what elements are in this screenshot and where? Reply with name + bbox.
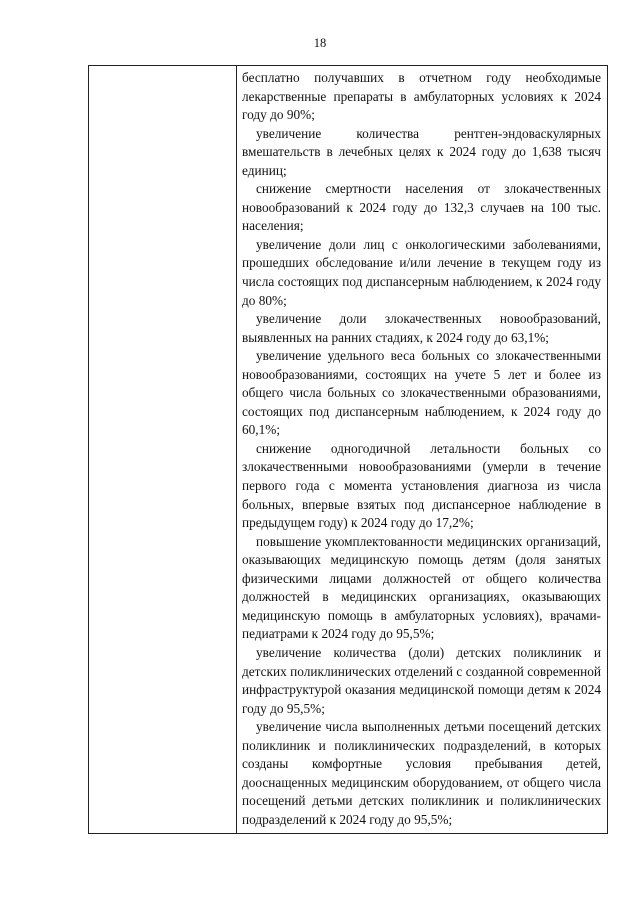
table-left-cell xyxy=(89,66,237,833)
document-table xyxy=(88,65,608,834)
table-right-cell xyxy=(237,66,607,833)
table-paragraph: снижение одногодичной летальности больных со злокачественными новообразованиями (умерли в течение первого года с момента установления диагноза из числа больных, впервые взятых под диспансерное наблюдение в предыдущем году) к 2024 году до 17,2%; xyxy=(242,440,601,531)
table-paragraph: снижение смертности населения от злокачественных новообразований к 2024 году до 132,3 случаев на 100 тыс. населения; xyxy=(242,181,601,234)
table-paragraph: бесплатно получавших в отчетном году необходимые лекарственные препараты в амбулаторных условиях к 2024 году до 90%; xyxy=(242,70,601,123)
table-paragraph: увеличение доли злокачественных новообразований, выявленных на ранних стадиях, к 2024 году до 63,1%; xyxy=(242,311,601,345)
table-paragraph: увеличение количества (доли) детских поликлиник и детских поликлинических отделений с созданной современной инфраструктурой оказания медицинской помощи детям к 2024 году до 95,5%; xyxy=(242,644,601,716)
page-number: 18 xyxy=(313,36,327,50)
table-paragraph: увеличение числа выполненных детьми посещений детских поликлиник и поликлинических подразделений, в которых созданы комфортные условия пребывания детей, дооснащенных медицинским оборудованием, от общего числа посещений детьми детских поликлиник и поликлинических подразделений к 2024 году до 95,5%; xyxy=(242,719,601,827)
table-paragraph: повышение укомплектованности медицинских организаций, оказывающих медицинскую помощь детям (доля занятых физическими лицами должностей от общего количества должностей в медицинских организациях, оказывающих медицинскую помощь в амбулаторных условиях), врачами-педиатрами к 2024 году до 95,5%; xyxy=(242,533,601,642)
table-paragraph: увеличение количества рентген-эндоваскулярных вмешательств в лечебных целях к 2024 году до 1,638 тысяч единиц; xyxy=(242,125,601,178)
table-paragraph: увеличение удельного веса больных со злокачественными новообразованиями, состоящих на учете 5 лет и более из общего числа больных со злокачественными образованиями, состоящих под диспансерным наблюдением, к 2024 году до 60,1%; xyxy=(242,348,601,438)
table-paragraph: увеличение доли лиц с онкологическими заболеваниями, прошедших обследование и/или лечение в текущем году из числа состоящих под диспансерным наблюдением, к 2024 году до 80%; xyxy=(242,236,601,308)
